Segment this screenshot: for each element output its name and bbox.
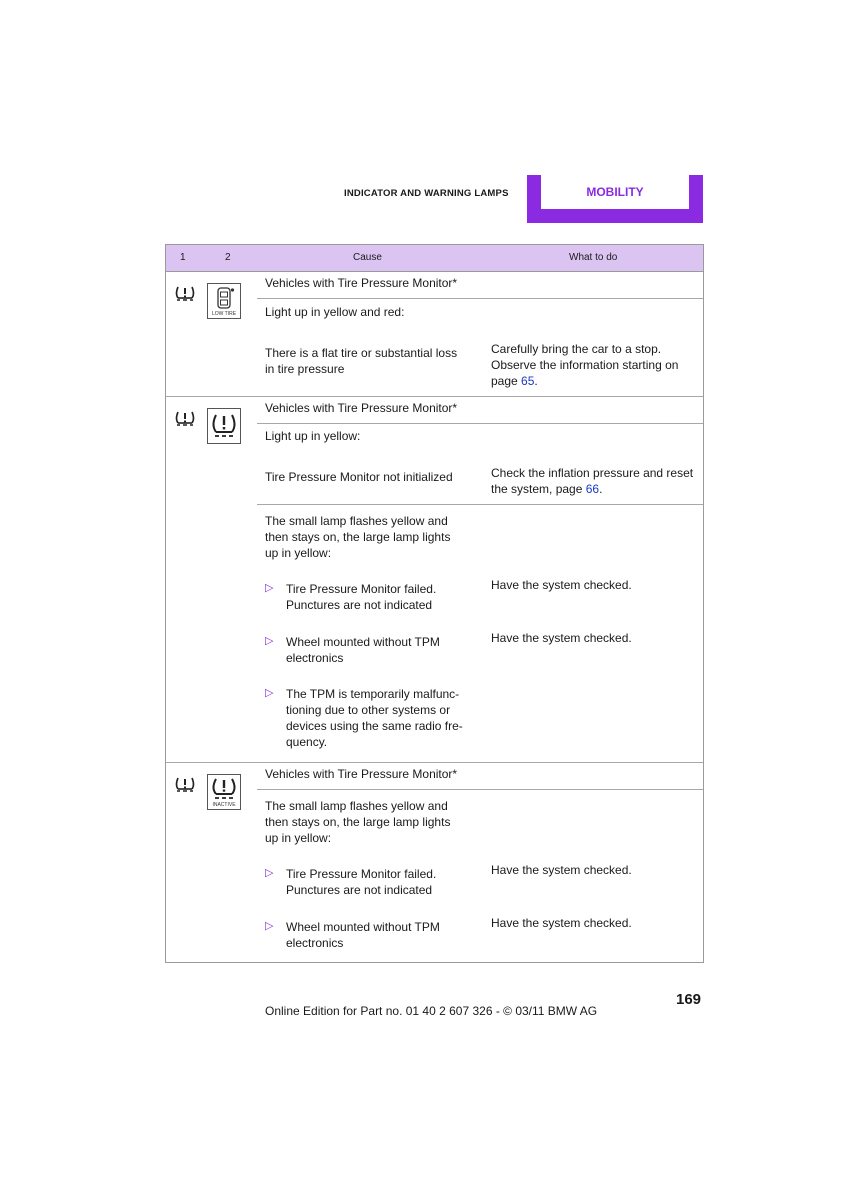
col-1-header: 1 [180, 252, 186, 263]
divider [257, 423, 703, 424]
bullet-icon: ▷ [265, 687, 274, 699]
tire-pressure-warning-icon [174, 410, 196, 428]
section-title: INDICATOR AND WARNING LAMPS [344, 188, 509, 199]
g1-cause: There is a flat tire or substantial loss in tire pressure [265, 346, 458, 376]
tire-pressure-warning-icon [174, 776, 196, 794]
bullet-icon: ▷ [265, 920, 274, 932]
g2-flash-text: The small lamp flashes yellow and then stays on, the large lamp lights up in yellow: [265, 514, 451, 560]
g3-bullet-1: Tire Pressure Monitor failed. Punctures are not indicated [286, 867, 437, 897]
divider [166, 396, 703, 397]
g3-bullet-1-todo: Have the system checked. [491, 863, 632, 877]
col-2-header: 2 [225, 252, 231, 263]
g2-condition: Light up in yellow: [265, 429, 361, 443]
footer-text: Online Edition for Part no. 01 40 2 607 326 - © 03/11 BMW AG [265, 1004, 598, 1018]
bullet-icon: ▷ [265, 635, 274, 647]
divider [257, 789, 703, 790]
g2-bullet-3: The TPM is temporarily malfunc-tioning due to other systems or devices using the same radio fre-quency. [286, 687, 463, 749]
g1-page-link[interactable]: 65 [521, 374, 535, 388]
g3-flash-text: The small lamp flashes yellow and then stays on, the large lamp lights up in yellow: [265, 799, 451, 845]
g2-bullet-1-todo: Have the system checked. [491, 578, 632, 592]
g1-condition: Light up in yellow and red: [265, 305, 405, 319]
tpm-lamp-icon [207, 408, 241, 444]
page-number: 169 [676, 991, 702, 1008]
divider [257, 298, 703, 299]
chapter-tab-label: MOBILITY [541, 175, 689, 209]
g2-bullet-1: Tire Pressure Monitor failed. Punctures are not indicated [286, 582, 437, 612]
col-cause-header: Cause [353, 252, 382, 263]
g2-cause: Tire Pressure Monitor not initialized [265, 470, 453, 484]
indicator-table [165, 244, 704, 963]
g2-page-link[interactable]: 66 [585, 482, 600, 496]
divider [257, 504, 703, 505]
bullet-icon: ▷ [265, 867, 274, 879]
g2-bullet-2: Wheel mounted without TPM electronics [286, 635, 440, 665]
inactive-caption: INACTIVE [212, 802, 236, 808]
bullet-icon: ▷ [265, 582, 274, 594]
g2-todo: Check the inflation pressure and reset the system, page 66. [491, 466, 694, 496]
low-tire-lamp-icon [207, 283, 241, 319]
g3-bullet-2-todo: Have the system checked. [491, 916, 632, 930]
g3-bullet-2: Wheel mounted without TPM electronics [286, 920, 440, 950]
g3-title: Vehicles with Tire Pressure Monitor* [265, 767, 458, 781]
g2-title: Vehicles with Tire Pressure Monitor* [265, 401, 458, 415]
g1-todo: Carefully bring the car to a stop. Observe the information starting on page 65. [491, 342, 679, 388]
tire-pressure-warning-icon [174, 285, 196, 303]
divider [166, 762, 703, 763]
g1-title: Vehicles with Tire Pressure Monitor* [265, 276, 458, 290]
tpm-inactive-lamp-icon [207, 774, 241, 810]
low-tire-caption: LOW TIRE [211, 311, 237, 317]
col-todo-header: What to do [569, 252, 618, 263]
g2-bullet-2-todo: Have the system checked. [491, 631, 632, 645]
table-header [166, 245, 703, 272]
